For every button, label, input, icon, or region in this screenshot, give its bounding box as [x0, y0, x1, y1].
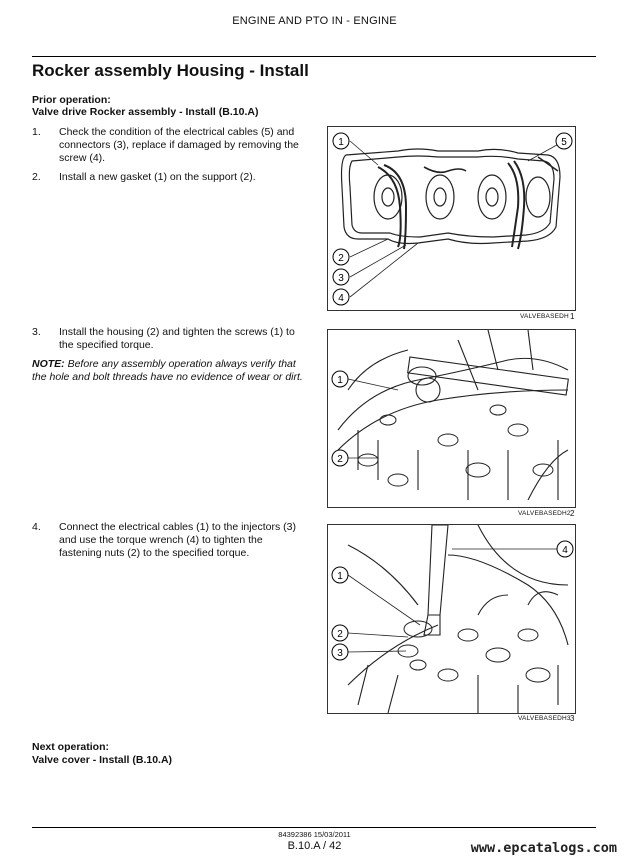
- step-number: 1.: [32, 126, 41, 138]
- prior-operation-link[interactable]: Valve drive Rocker assembly - Install (B.10.A): [32, 106, 259, 118]
- step-number: 2.: [32, 171, 41, 183]
- figure-3: [327, 524, 576, 714]
- next-operation-link[interactable]: Valve cover - Install (B.10.A): [32, 754, 173, 766]
- page-title: Rocker assembly Housing - Install: [32, 61, 309, 80]
- note-label: NOTE:: [32, 358, 65, 370]
- callout-4: 4: [338, 293, 344, 304]
- callout-3: 3: [338, 273, 344, 284]
- footer-rule: [32, 827, 596, 828]
- callout-1: 1: [337, 375, 343, 386]
- step-4: [32, 521, 307, 561]
- footer-page-ref: B.10.A / 42: [287, 840, 342, 852]
- callout-1: 1: [338, 137, 344, 148]
- step-1: [32, 126, 307, 166]
- callout-2: 2: [338, 253, 344, 264]
- callout-2: 2: [337, 454, 343, 465]
- step-number: 4.: [32, 521, 41, 533]
- header-rule: [32, 56, 596, 57]
- figure-2-number: 2: [570, 509, 575, 518]
- callout-1: 1: [337, 571, 343, 582]
- callout-3: 3: [337, 648, 343, 659]
- figure-2-code: VALVEBASEDH2: [518, 510, 571, 517]
- figure-2: [327, 329, 576, 508]
- running-head: ENGINE AND PTO IN - ENGINE: [232, 15, 397, 27]
- callout-4: 4: [562, 545, 568, 556]
- step-number: 3.: [32, 326, 41, 338]
- next-operation-label: Next operation:: [32, 741, 110, 753]
- prior-operation-label: Prior operation:: [32, 94, 111, 106]
- step-text: Install the housing (2) and tighten the screws (1) to the specified torque.: [59, 326, 295, 351]
- figure-1-callouts: [333, 133, 572, 305]
- figure-3-illustration: [328, 525, 575, 713]
- callout-2: 2: [337, 629, 343, 640]
- note: [32, 358, 304, 384]
- footer-doc-ref: 84392386 15/03/2011: [278, 830, 351, 839]
- step-3: [32, 326, 307, 353]
- figure-3-code: VALVEBASEDH3: [518, 715, 571, 722]
- figure-1-number: 1: [570, 312, 575, 321]
- watermark: www.epcatalogs.com: [470, 840, 617, 856]
- note-text: Before any assembly operation always verify that the hole and bolt threads have no evidence of wear or dirt.: [32, 358, 303, 383]
- figure-1: [327, 126, 576, 311]
- figure-2-illustration: [328, 330, 575, 507]
- step-2: [32, 171, 307, 185]
- figure-1-illustration: [328, 127, 575, 310]
- callout-5: 5: [561, 137, 567, 148]
- figure-3-number: 3: [570, 714, 575, 723]
- step-text: Check the condition of the electrical cables (5) and connectors (3), replace if damaged by removing the screw (4).: [59, 126, 299, 164]
- figure-1-code: VALVEBASEDH: [520, 313, 569, 320]
- step-text: Connect the electrical cables (1) to the injectors (3) and use the torque wrench (4) to tighten the fastening nuts (2) to the specified torque.: [59, 521, 296, 559]
- step-text: Install a new gasket (1) on the support (2).: [59, 171, 256, 183]
